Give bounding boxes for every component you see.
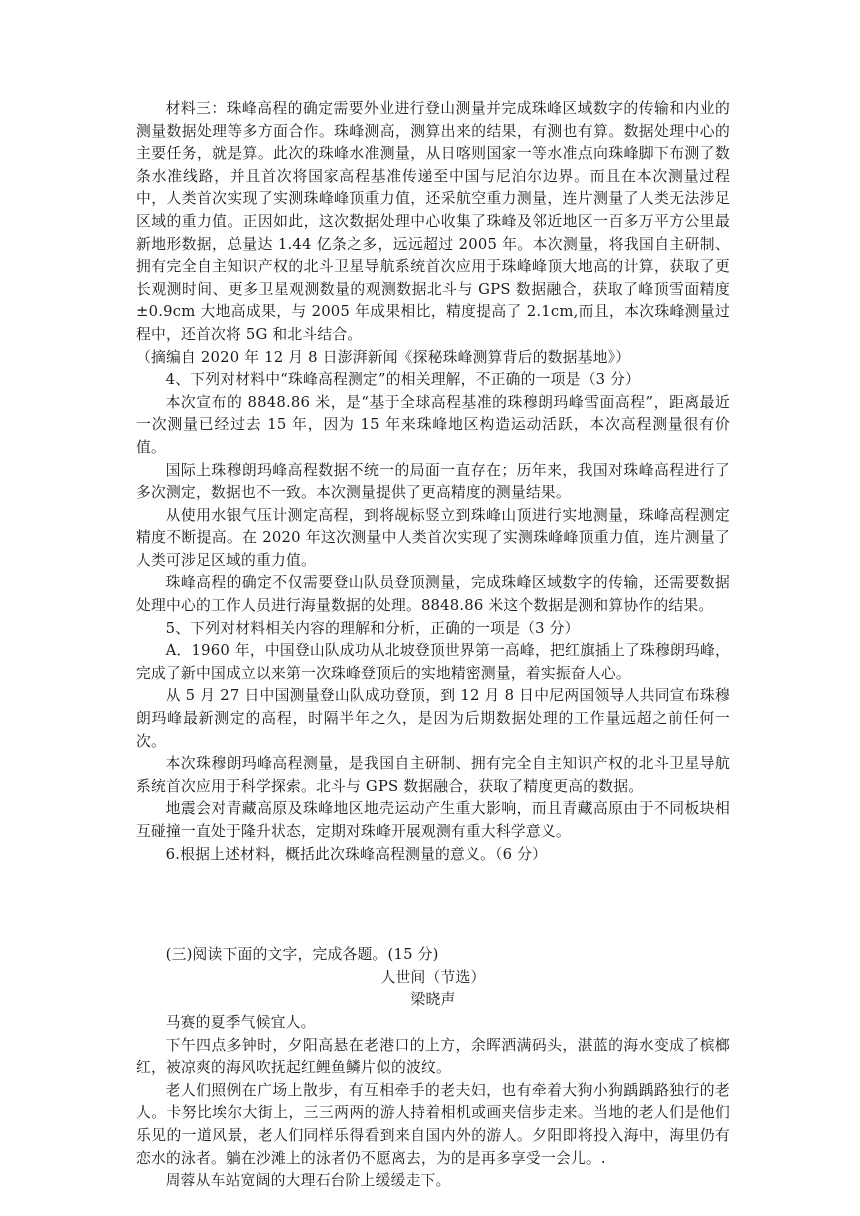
question-5-option: A．1960 年，中国登山队成功从北坡登顶世界第一高峰，把红旗插上了珠穆朗玛峰，完成了新中国成立以来第一次珠峰登顶后的实地精密测量，着实振奋人心。 (136, 642, 730, 682)
material3-body: 材料三：珠峰高程的确定需要外业进行登山测量并完成珠峰区域数字的传输和内业的测量数据处理等多方面合作。珠峰测高，测算出来的结果，有测也有算。数据处理中心的主要任务，就是算。此次的珠峰水准测量，从日喀则国家一等水准点向珠峰脚下布测了数条水准线路，并且首次将国家高程基准传递至中国与尼泊尔边界。而且在本次测量过程中，人类首次实现了实测珠峰峰顶重力值，还采航空重力测量，连片测量了人类无法涉足区域的重力值。正因如此，这次数据处理中心收集了珠峰及邻近地区一百多万平方公里最新地形数据，总量达 1.44 亿条之多，远远超过 2005 年。本次测量，将我国自主研制、拥有完全自主知识产权的北斗卫星导航系统首次应用于珠峰峰顶大地高的计算，获取了更长观测时间、更多卫星观测数量的观测数据北斗与 GPS 数据融合，获取了峰顶雪面精度±0.9cm 大地高成果，与 2005 年成果相比，精度提高了 2.1cm,而且，本次珠峰测量过程中，还首次将 5G 和北斗结合。 (136, 100, 730, 343)
question-6-stem: 6.根据上述材料，概括此次珠峰高程测量的意义。（6 分） (165, 845, 548, 863)
material3-source: （摘编自 2020 年 12 月 8 日澎湃新闻《探秘珠峰测算背后的数据基地》） (136, 348, 631, 366)
article-author: 梁晓声 (410, 991, 456, 1009)
question-5-stem: 5、下列对材料相关内容的理解和分析，正确的一项是（3 分） (165, 619, 580, 637)
question-5-option: 从 5 月 27 日中国测量登山队成功登顶，到 12 月 8 日中尼两国领导人共同宣布珠穆朗玛峰最新测定的高程，时隔半年之久，是因为后期数据处理的工作量远超之前任何一次。 (136, 687, 730, 750)
question-4-stem: 4、下列对材料中“珠峰高程测定”的相关理解，不正确的一项是（3 分） (165, 371, 641, 389)
section-3-heading: (三)阅读下面的文字，完成各题。(15 分) (165, 946, 439, 964)
article-paragraph: 周蓉从车站宽阔的大理石台阶上缓缓走下。 (165, 1172, 451, 1190)
question-5-option: 本次珠穆朗玛峰高程测量，是我国自主研制、拥有完全自主知识产权的北斗卫星导航系统首次应用于科学探索。北斗与 GPS 数据融合，获取了精度更高的数据。 (136, 755, 730, 795)
article-paragraph: 老人们照例在广场上散步，有互相牵手的老夫妇，也有牵着大狗小狗踽踽路独行的老人。卡努比埃尔大街上，三三两两的游人持着相机或画夹信步走来。当地的老人们是他们乐见的一道风景，老人们同样乐得看到来自国内外的游人。夕阳即将投入海中，海里仍有恋水的泳者。躺在沙滩上的泳者仍不愿离去，为的是再多享受一会儿。. (136, 1081, 730, 1167)
question-4-option: 本次宣布的 8848.86 米，是“基于全球高程基准的珠穆朗玛峰雪面高程”，距离最近一次测量已经过去 15 年，因为 15 年来珠峰地区构造运动活跃，本次高程测量很有价值。 (136, 393, 730, 456)
article-paragraph: 下午四点多钟时，夕阳高悬在老港口的上方，余晖洒满码头，湛蓝的海水变成了槟榔红，被凉爽的海风吹抚起红鲤鱼鳞片似的波纹。 (136, 1036, 730, 1077)
answer-space (136, 866, 730, 944)
article-title: 人世间（节选） (380, 968, 486, 986)
question-4-option: 国际上珠穆朗玛峰高程数据不统一的局面一直存在；历年来，我国对珠峰高程进行了多次测定，数据也不一致。本次测量提供了更高精度的测量结果。 (136, 461, 730, 502)
document-page (136, 98, 730, 1193)
question-5-option: 地震会对青藏高原及珠峰地区地壳运动产生重大影响，而且青藏高原由于不同板块相互碰撞一直处于隆升状态，定期对珠峰开展观测有重大科学意义。 (136, 800, 730, 840)
question-4-option: 珠峰高程的确定不仅需要登山队员登顶测量，完成珠峰区域数字的传输，还需要数据处理中心的工作人员进行海量数据的处理。8848.86 米这个数据是测和算协作的结果。 (136, 574, 730, 615)
question-4-option: 从使用水银气压计测定高程，到将觇标竖立到珠峰山顶进行实地测量，珠峰高程测定精度不断提高。在 2020 年这次测量中人类首次实现了实测珠峰峰顶重力值，连片测量了人类可涉足区域的重力值。 (136, 506, 730, 569)
article-paragraph: 马赛的夏季气候宜人。 (165, 1013, 316, 1031)
